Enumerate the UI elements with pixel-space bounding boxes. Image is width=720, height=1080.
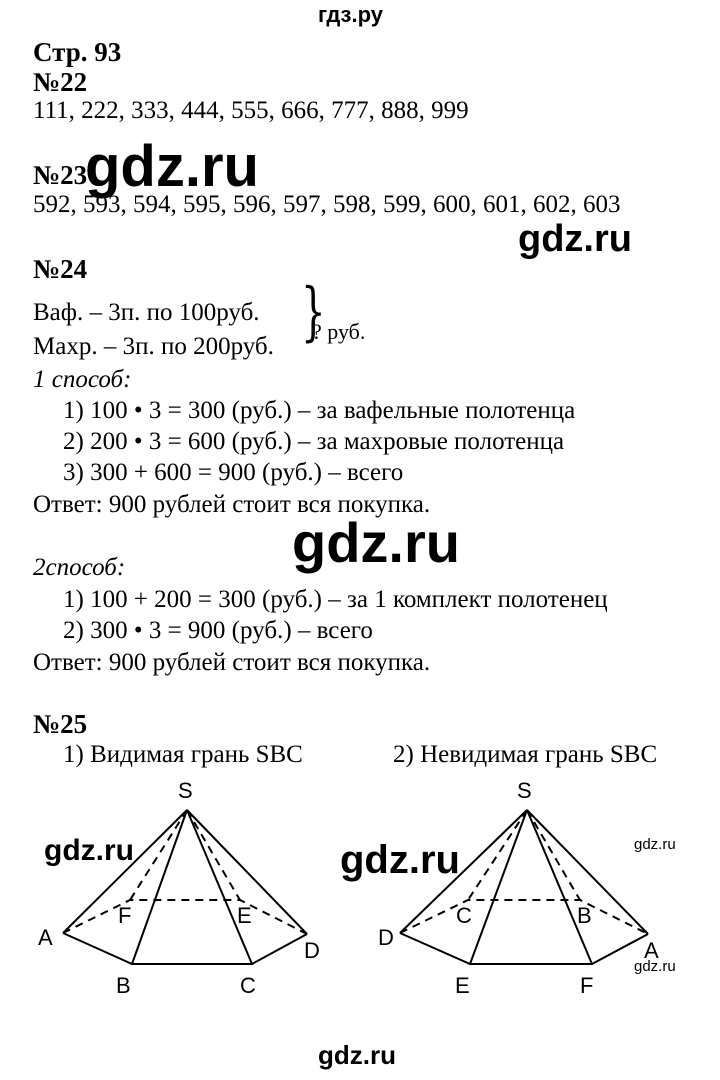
- task24-condition-1: Ваф. – 3п. по 100руб.: [33, 299, 260, 326]
- base-back-hidden: [63, 900, 307, 934]
- vertex-label-S: S: [517, 778, 532, 803]
- method2-answer: Ответ: 900 рублей стоит вся покупка.: [33, 649, 431, 676]
- vertex-label-B: B: [577, 903, 592, 928]
- edge-SC-hidden: [468, 810, 527, 900]
- task25-number: №25: [33, 709, 88, 739]
- vertex-label-E: E: [455, 973, 470, 998]
- method2-title: 2способ:: [33, 554, 126, 581]
- vertex-label-E: E: [237, 903, 252, 928]
- watermark-small-1: gdz.ru: [634, 836, 676, 853]
- vertex-label-A: A: [38, 925, 53, 950]
- edge-SB: [132, 810, 187, 964]
- footer-watermark: gdz.ru: [318, 1040, 396, 1070]
- watermark-large-1: gdz.ru: [85, 134, 259, 199]
- base-front: [400, 933, 648, 964]
- site-header: гдз.ру: [318, 2, 383, 27]
- edge-SF-hidden: [130, 810, 187, 900]
- vertex-label-A: A: [644, 938, 659, 963]
- caption-hidden-face: 2) Невидимая грань SBC: [393, 741, 658, 768]
- vertex-label-D: D: [378, 925, 394, 950]
- task23-number: №23: [33, 160, 88, 190]
- vertex-label-F: F: [580, 973, 594, 998]
- method2-step: 1) 100 + 200 = 300 (руб.) – за 1 комплект полотенец: [63, 586, 608, 613]
- method1-step: 1) 100 • 3 = 300 (руб.) – за вафельные полотенца: [63, 397, 576, 424]
- task22-number: №22: [33, 67, 88, 97]
- task24-question: ? руб.: [312, 319, 366, 344]
- watermark-medium-2: gdz.ru: [44, 834, 134, 867]
- edge-SC: [187, 810, 252, 964]
- watermark-small-2: gdz.ru: [634, 958, 676, 975]
- method1-answer: Ответ: 900 рублей стоит вся покупка.: [33, 491, 431, 518]
- method1-title: 1 способ:: [33, 366, 132, 393]
- page-label: Стр. 93: [33, 37, 122, 67]
- base-back-hidden: [400, 900, 648, 934]
- caption-visible-face: 1) Видимая грань SBC: [63, 741, 303, 768]
- task23-sequence: 592, 593, 594, 595, 596, 597, 598, 599, 600, 601, 602, 603: [33, 191, 621, 218]
- base-front: [63, 933, 307, 964]
- vertex-label-F: F: [118, 903, 132, 928]
- watermark-medium-3: gdz.ru: [340, 838, 460, 882]
- edge-SE-hidden: [187, 810, 240, 900]
- curly-brace: }: [301, 275, 326, 349]
- watermark-large-2: gdz.ru: [292, 511, 460, 574]
- method2-step: 2) 300 • 3 = 900 (руб.) – всего: [63, 617, 373, 644]
- watermark-medium-1: gdz.ru: [518, 218, 632, 260]
- vertex-label-C: C: [456, 903, 472, 928]
- edge-SE: [470, 810, 527, 964]
- vertex-label-S: S: [178, 778, 193, 803]
- task22-sequence: 111, 222, 333, 444, 555, 666, 777, 888, 999: [33, 97, 469, 124]
- method1-step: 2) 200 • 3 = 600 (руб.) – за махровые полотенца: [63, 428, 565, 455]
- task24-number: №24: [33, 254, 88, 284]
- vertex-label-C: C: [240, 973, 256, 998]
- task24-condition-2: Махр. – 3п. по 200руб.: [33, 333, 274, 360]
- method1-step: 3) 300 + 600 = 900 (руб.) – всего: [63, 459, 404, 486]
- pyramid-figure-1: [0, 760, 360, 1010]
- vertex-label-B: B: [116, 973, 131, 998]
- vertex-label-D: D: [304, 938, 320, 963]
- edge-SF: [527, 810, 592, 964]
